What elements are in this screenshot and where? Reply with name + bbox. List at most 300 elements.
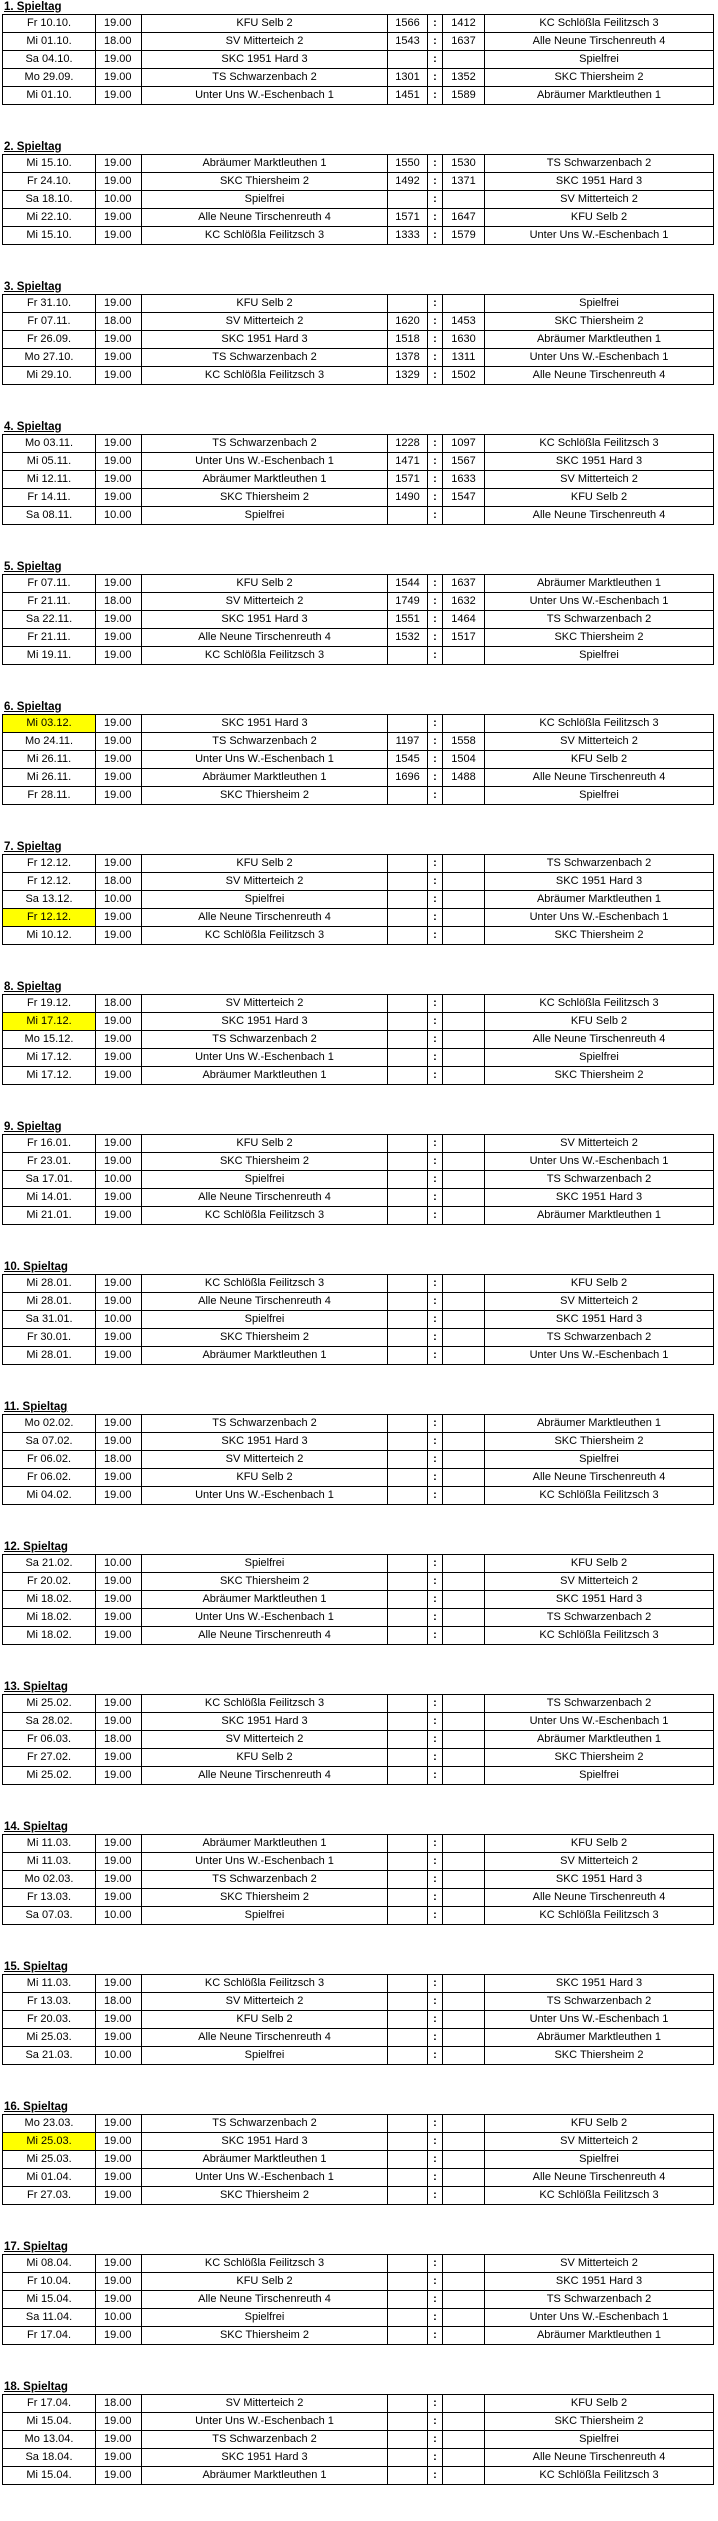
home-score: 1543 <box>388 33 428 51</box>
home-team: Alle Neune Tirschenreuth 4 <box>142 1627 388 1645</box>
away-team: Unter Uns W.-Eschenbach 1 <box>485 1347 714 1365</box>
game-date: Fr 31.10. <box>3 295 96 313</box>
home-score <box>388 1171 428 1189</box>
game-row <box>3 855 714 873</box>
score-separator: : <box>428 295 443 313</box>
score-separator: : <box>428 1731 443 1749</box>
game-date: Sa 08.11. <box>3 507 96 525</box>
away-team: SV Mitterteich 2 <box>485 1135 714 1153</box>
away-score: 1488 <box>443 769 485 787</box>
away-team: Alle Neune Tirschenreuth 4 <box>485 507 714 525</box>
away-team: SKC 1951 Hard 3 <box>485 453 714 471</box>
home-score <box>388 1451 428 1469</box>
score-separator: : <box>428 69 443 87</box>
home-team: TS Schwarzenbach 2 <box>142 349 388 367</box>
game-row <box>3 575 714 593</box>
game-time: 19.00 <box>96 1067 142 1085</box>
away-score: 1530 <box>443 155 485 173</box>
game-row <box>3 227 714 245</box>
home-score <box>388 2413 428 2431</box>
home-team: SKC Thiersheim 2 <box>142 2327 388 2345</box>
away-team: Abräumer Marktleuthen 1 <box>485 87 714 105</box>
round-section <box>2 560 714 700</box>
game-time: 19.00 <box>96 647 142 665</box>
game-time: 19.00 <box>96 227 142 245</box>
home-team: KFU Selb 2 <box>142 295 388 313</box>
game-row <box>3 1767 714 1785</box>
score-separator: : <box>428 647 443 665</box>
game-date: Fr 27.02. <box>3 1749 96 1767</box>
game-row <box>3 2467 714 2485</box>
games-table <box>2 1974 714 2065</box>
home-team: Spielfrei <box>142 1555 388 1573</box>
home-score: 1620 <box>388 313 428 331</box>
home-team: Unter Uns W.-Eschenbach 1 <box>142 751 388 769</box>
score-separator: : <box>428 2309 443 2327</box>
away-score <box>443 647 485 665</box>
home-score <box>388 1415 428 1433</box>
away-team: SKC Thiersheim 2 <box>485 313 714 331</box>
away-score <box>443 1469 485 1487</box>
away-score <box>443 1153 485 1171</box>
away-score <box>443 2291 485 2309</box>
home-team: Spielfrei <box>142 1907 388 1925</box>
game-row <box>3 909 714 927</box>
home-team: SKC 1951 Hard 3 <box>142 2133 388 2151</box>
away-score <box>443 2151 485 2169</box>
away-team: Alle Neune Tirschenreuth 4 <box>485 1469 714 1487</box>
game-date: Sa 22.11. <box>3 611 96 629</box>
away-team: Abräumer Marktleuthen 1 <box>485 1415 714 1433</box>
away-score <box>443 1731 485 1749</box>
score-separator: : <box>428 1907 443 1925</box>
score-separator: : <box>428 313 443 331</box>
game-row <box>3 1275 714 1293</box>
away-team: Abräumer Marktleuthen 1 <box>485 331 714 349</box>
home-team: Spielfrei <box>142 1171 388 1189</box>
game-date: Mi 05.11. <box>3 453 96 471</box>
home-team: KC Schlößla Feilitzsch 3 <box>142 1695 388 1713</box>
home-score <box>388 1871 428 1889</box>
away-score: 1502 <box>443 367 485 385</box>
games-table <box>2 14 714 105</box>
games-table <box>2 1134 714 1225</box>
game-date: Fr 14.11. <box>3 489 96 507</box>
home-score <box>388 995 428 1013</box>
away-team: Abräumer Marktleuthen 1 <box>485 1731 714 1749</box>
away-score <box>443 1713 485 1731</box>
game-time: 19.00 <box>96 2151 142 2169</box>
away-score <box>443 873 485 891</box>
game-row <box>3 1293 714 1311</box>
away-team: SV Mitterteich 2 <box>485 191 714 209</box>
away-score <box>443 2133 485 2151</box>
game-row <box>3 349 714 367</box>
home-team: KFU Selb 2 <box>142 15 388 33</box>
game-time: 19.00 <box>96 295 142 313</box>
game-date: Fr 28.11. <box>3 787 96 805</box>
away-team: KFU Selb 2 <box>485 2395 714 2413</box>
game-time: 19.00 <box>96 51 142 69</box>
score-separator: : <box>428 1293 443 1311</box>
game-time: 19.00 <box>96 733 142 751</box>
home-score <box>388 1293 428 1311</box>
score-separator: : <box>428 2151 443 2169</box>
away-score <box>443 2187 485 2205</box>
away-score: 1579 <box>443 227 485 245</box>
game-time: 19.00 <box>96 1415 142 1433</box>
games-table <box>2 1274 714 1365</box>
home-score: 1566 <box>388 15 428 33</box>
home-score <box>388 191 428 209</box>
home-team: KC Schlößla Feilitzsch 3 <box>142 2255 388 2273</box>
games-table <box>2 1694 714 1785</box>
home-team: Unter Uns W.-Eschenbach 1 <box>142 2413 388 2431</box>
game-date: Fr 20.02. <box>3 1573 96 1591</box>
home-team: Unter Uns W.-Eschenbach 1 <box>142 1049 388 1067</box>
away-score <box>443 995 485 1013</box>
home-team: SKC Thiersheim 2 <box>142 2187 388 2205</box>
home-team: Alle Neune Tirschenreuth 4 <box>142 1293 388 1311</box>
round-title: 7. Spieltag <box>4 841 62 853</box>
away-team: SKC Thiersheim 2 <box>485 1749 714 1767</box>
score-separator: : <box>428 1487 443 1505</box>
away-score <box>443 1695 485 1713</box>
game-date: Mi 29.10. <box>3 367 96 385</box>
game-time: 19.00 <box>96 2413 142 2431</box>
away-score <box>443 1853 485 1871</box>
home-team: Abräumer Marktleuthen 1 <box>142 1835 388 1853</box>
game-date: Fr 07.11. <box>3 313 96 331</box>
away-score <box>443 2011 485 2029</box>
home-score <box>388 295 428 313</box>
away-score <box>443 2169 485 2187</box>
score-separator: : <box>428 2029 443 2047</box>
score-separator: : <box>428 1993 443 2011</box>
game-time: 19.00 <box>96 2011 142 2029</box>
home-team: KC Schlößla Feilitzsch 3 <box>142 1207 388 1225</box>
home-team: KFU Selb 2 <box>142 2273 388 2291</box>
home-team: Alle Neune Tirschenreuth 4 <box>142 2029 388 2047</box>
game-time: 19.00 <box>96 1135 142 1153</box>
game-row <box>3 2309 714 2327</box>
score-separator: : <box>428 1311 443 1329</box>
home-team: Unter Uns W.-Eschenbach 1 <box>142 1609 388 1627</box>
game-date: Fr 17.04. <box>3 2395 96 2413</box>
home-team: SV Mitterteich 2 <box>142 1993 388 2011</box>
away-score <box>443 1993 485 2011</box>
away-score <box>443 1433 485 1451</box>
game-date: Mi 22.10. <box>3 209 96 227</box>
game-row <box>3 1013 714 1031</box>
away-team: KFU Selb 2 <box>485 1013 714 1031</box>
games-table <box>2 294 714 385</box>
game-date: Mo 23.03. <box>3 2115 96 2133</box>
home-score <box>388 715 428 733</box>
game-time: 18.00 <box>96 995 142 1013</box>
home-score <box>388 2255 428 2273</box>
home-team: Abräumer Marktleuthen 1 <box>142 1591 388 1609</box>
away-team: Spielfrei <box>485 2431 714 2449</box>
game-row <box>3 2291 714 2309</box>
home-score: 1228 <box>388 435 428 453</box>
away-score: 1547 <box>443 489 485 507</box>
game-date: Fr 20.03. <box>3 2011 96 2029</box>
score-separator: : <box>428 471 443 489</box>
away-team: SKC Thiersheim 2 <box>485 629 714 647</box>
game-time: 19.00 <box>96 1713 142 1731</box>
score-separator: : <box>428 33 443 51</box>
game-time: 19.00 <box>96 2467 142 2485</box>
game-time: 10.00 <box>96 1171 142 1189</box>
home-team: Spielfrei <box>142 1311 388 1329</box>
score-separator: : <box>428 575 443 593</box>
score-separator: : <box>428 1135 443 1153</box>
home-score <box>388 1469 428 1487</box>
away-team: SV Mitterteich 2 <box>485 1853 714 1871</box>
game-row <box>3 2169 714 2187</box>
game-row <box>3 593 714 611</box>
game-date: Fr 24.10. <box>3 173 96 191</box>
game-time: 19.00 <box>96 2449 142 2467</box>
game-time: 19.00 <box>96 1487 142 1505</box>
away-score <box>443 2413 485 2431</box>
game-time: 19.00 <box>96 1153 142 1171</box>
game-date: Mi 03.12. <box>3 715 96 733</box>
home-score: 1696 <box>388 769 428 787</box>
game-date: Mo 03.11. <box>3 435 96 453</box>
score-separator: : <box>428 173 443 191</box>
away-score: 1630 <box>443 331 485 349</box>
round-section <box>2 2380 714 2520</box>
game-row <box>3 1627 714 1645</box>
schedule <box>2 0 714 2520</box>
game-row <box>3 2431 714 2449</box>
away-team: SV Mitterteich 2 <box>485 1293 714 1311</box>
game-date: Fr 21.11. <box>3 629 96 647</box>
away-score <box>443 1555 485 1573</box>
game-row <box>3 1835 714 1853</box>
score-separator: : <box>428 2449 443 2467</box>
score-separator: : <box>428 1695 443 1713</box>
game-row <box>3 489 714 507</box>
game-date: Mi 17.12. <box>3 1067 96 1085</box>
home-team: TS Schwarzenbach 2 <box>142 733 388 751</box>
away-team: KC Schlößla Feilitzsch 3 <box>485 2467 714 2485</box>
away-team: SKC 1951 Hard 3 <box>485 1871 714 1889</box>
game-row <box>3 1749 714 1767</box>
away-team: KFU Selb 2 <box>485 1555 714 1573</box>
away-team: Alle Neune Tirschenreuth 4 <box>485 367 714 385</box>
home-team: SKC 1951 Hard 3 <box>142 2449 388 2467</box>
game-row <box>3 295 714 313</box>
away-team: Unter Uns W.-Eschenbach 1 <box>485 2011 714 2029</box>
game-time: 18.00 <box>96 593 142 611</box>
round-title: 14. Spieltag <box>4 1821 68 1833</box>
score-separator: : <box>428 927 443 945</box>
score-separator: : <box>428 1347 443 1365</box>
home-score <box>388 1189 428 1207</box>
home-score <box>388 2169 428 2187</box>
game-date: Sa 18.10. <box>3 191 96 209</box>
away-team: KC Schlößla Feilitzsch 3 <box>485 2187 714 2205</box>
home-score <box>388 2029 428 2047</box>
round-title: 10. Spieltag <box>4 1261 68 1273</box>
game-time: 19.00 <box>96 629 142 647</box>
away-team: SKC 1951 Hard 3 <box>485 1189 714 1207</box>
away-score <box>443 2431 485 2449</box>
games-table <box>2 434 714 525</box>
home-score <box>388 2449 428 2467</box>
game-date: Sa 21.02. <box>3 1555 96 1573</box>
away-team: KC Schlößla Feilitzsch 3 <box>485 15 714 33</box>
away-team: Spielfrei <box>485 295 714 313</box>
home-score <box>388 1555 428 1573</box>
round-section <box>2 1820 714 1960</box>
away-score <box>443 1871 485 1889</box>
game-time: 18.00 <box>96 873 142 891</box>
game-date: Mi 15.04. <box>3 2291 96 2309</box>
home-score: 1532 <box>388 629 428 647</box>
home-team: KC Schlößla Feilitzsch 3 <box>142 647 388 665</box>
away-score <box>443 1487 485 1505</box>
home-score <box>388 1853 428 1871</box>
game-date: Mi 10.12. <box>3 927 96 945</box>
game-date: Sa 17.01. <box>3 1171 96 1189</box>
game-row <box>3 1555 714 1573</box>
round-title: 8. Spieltag <box>4 981 62 993</box>
away-score <box>443 1049 485 1067</box>
home-score: 1197 <box>388 733 428 751</box>
game-date: Mi 04.02. <box>3 1487 96 1505</box>
games-table <box>2 2394 714 2485</box>
game-time: 19.00 <box>96 909 142 927</box>
home-team: KC Schlößla Feilitzsch 3 <box>142 927 388 945</box>
home-score <box>388 2187 428 2205</box>
score-separator: : <box>428 629 443 647</box>
game-date: Sa 13.12. <box>3 891 96 909</box>
game-row <box>3 51 714 69</box>
game-date: Mi 01.10. <box>3 33 96 51</box>
home-score <box>388 1031 428 1049</box>
game-time: 19.00 <box>96 1049 142 1067</box>
game-row <box>3 331 714 349</box>
home-score <box>388 1627 428 1645</box>
away-team: KC Schlößla Feilitzsch 3 <box>485 1907 714 1925</box>
score-separator: : <box>428 489 443 507</box>
away-team: SKC 1951 Hard 3 <box>485 1311 714 1329</box>
game-row <box>3 2255 714 2273</box>
games-table <box>2 2114 714 2205</box>
away-score <box>443 1627 485 1645</box>
game-time: 10.00 <box>96 1555 142 1573</box>
away-team: Spielfrei <box>485 2151 714 2169</box>
home-team: Alle Neune Tirschenreuth 4 <box>142 209 388 227</box>
away-team: Abräumer Marktleuthen 1 <box>485 891 714 909</box>
game-row <box>3 33 714 51</box>
game-time: 19.00 <box>96 471 142 489</box>
game-date: Mi 15.10. <box>3 227 96 245</box>
score-separator: : <box>428 855 443 873</box>
games-table <box>2 574 714 665</box>
game-row <box>3 1713 714 1731</box>
home-score <box>388 507 428 525</box>
away-team: SKC 1951 Hard 3 <box>485 1975 714 1993</box>
game-date: Fr 13.03. <box>3 1889 96 1907</box>
score-separator: : <box>428 1329 443 1347</box>
home-team: SV Mitterteich 2 <box>142 995 388 1013</box>
game-date: Mi 26.11. <box>3 769 96 787</box>
home-score <box>388 2291 428 2309</box>
games-table <box>2 2254 714 2345</box>
round-title: 5. Spieltag <box>4 561 62 573</box>
game-date: Fr 21.11. <box>3 593 96 611</box>
home-team: Spielfrei <box>142 191 388 209</box>
home-score <box>388 2273 428 2291</box>
game-date: Mo 15.12. <box>3 1031 96 1049</box>
score-separator: : <box>428 1835 443 1853</box>
game-date: Mi 26.11. <box>3 751 96 769</box>
home-team: SKC 1951 Hard 3 <box>142 1713 388 1731</box>
game-date: Mi 25.03. <box>3 2151 96 2169</box>
game-row <box>3 891 714 909</box>
home-team: Abräumer Marktleuthen 1 <box>142 1347 388 1365</box>
away-team: SKC 1951 Hard 3 <box>485 873 714 891</box>
round-section <box>2 0 714 140</box>
game-row <box>3 191 714 209</box>
games-table <box>2 1414 714 1505</box>
home-team: Alle Neune Tirschenreuth 4 <box>142 909 388 927</box>
away-team: SV Mitterteich 2 <box>485 2255 714 2273</box>
away-team: SV Mitterteich 2 <box>485 1573 714 1591</box>
game-date: Fr 12.12. <box>3 873 96 891</box>
home-score <box>388 1835 428 1853</box>
score-separator: : <box>428 1853 443 1871</box>
game-row <box>3 1031 714 1049</box>
away-team: SKC Thiersheim 2 <box>485 927 714 945</box>
home-team: SKC Thiersheim 2 <box>142 1573 388 1591</box>
away-score <box>443 1889 485 1907</box>
score-separator: : <box>428 1275 443 1293</box>
game-date: Fr 13.03. <box>3 1993 96 2011</box>
game-row <box>3 1731 714 1749</box>
away-score <box>443 1031 485 1049</box>
game-date: Mi 25.02. <box>3 1767 96 1785</box>
home-team: Alle Neune Tirschenreuth 4 <box>142 1189 388 1207</box>
game-time: 19.00 <box>96 2187 142 2205</box>
home-score: 1544 <box>388 575 428 593</box>
game-time: 19.00 <box>96 1031 142 1049</box>
home-score: 1518 <box>388 331 428 349</box>
home-score <box>388 51 428 69</box>
game-row <box>3 1067 714 1085</box>
score-separator: : <box>428 2395 443 2413</box>
game-row <box>3 471 714 489</box>
game-date: Mi 11.03. <box>3 1853 96 1871</box>
home-score <box>388 891 428 909</box>
round-title: 11. Spieltag <box>4 1401 68 1413</box>
game-date: Mi 21.01. <box>3 1207 96 1225</box>
home-team: SV Mitterteich 2 <box>142 313 388 331</box>
score-separator: : <box>428 1415 443 1433</box>
game-row <box>3 1993 714 2011</box>
game-date: Fr 12.12. <box>3 855 96 873</box>
away-team: SV Mitterteich 2 <box>485 2133 714 2151</box>
game-time: 19.00 <box>96 1469 142 1487</box>
away-score <box>443 191 485 209</box>
home-team: KC Schlößla Feilitzsch 3 <box>142 227 388 245</box>
away-team: SKC Thiersheim 2 <box>485 1067 714 1085</box>
